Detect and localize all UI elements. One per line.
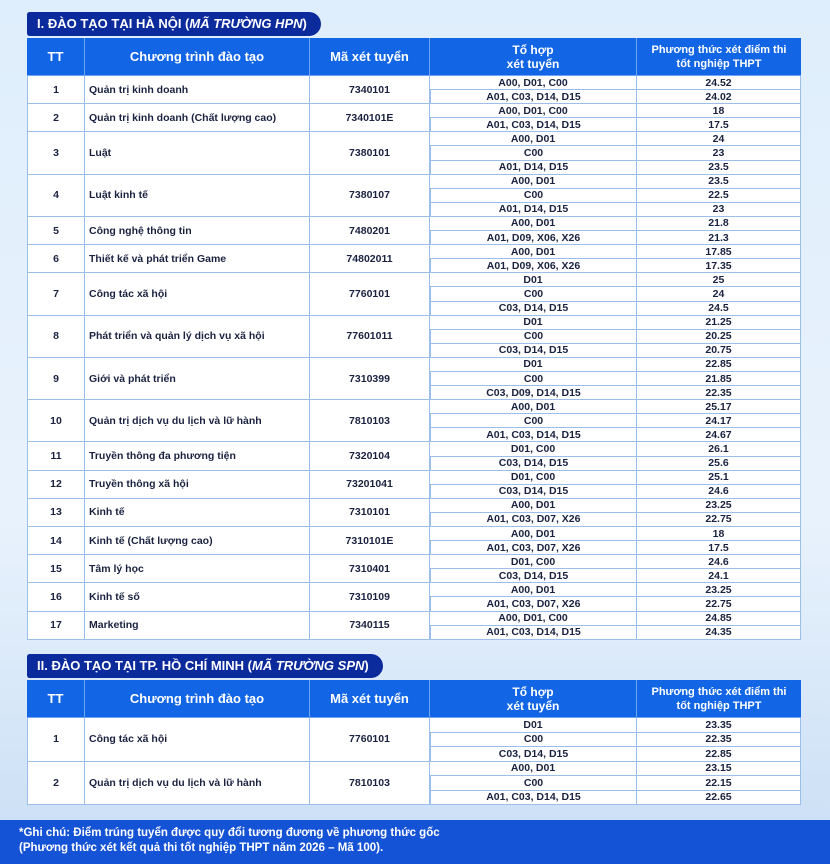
school-code: MÃ TRƯỜNG SPN: [251, 658, 365, 673]
admission-code: 7310401: [310, 555, 430, 583]
cutoff-score: 25: [637, 273, 801, 287]
subject-combination: A00, D01: [430, 245, 637, 259]
cutoff-score: 23.25: [637, 499, 801, 513]
table-row: [27, 555, 801, 569]
cutoff-score: 24.5: [637, 302, 801, 316]
program-name: Kinh tế (Chất lượng cao): [85, 527, 310, 555]
program-name: Công tác xã hội: [85, 273, 310, 315]
table-row: [27, 358, 801, 372]
cutoff-score: 25.1: [637, 471, 801, 485]
cutoff-score: 24: [637, 287, 801, 301]
cutoff-score: 17.35: [637, 259, 801, 273]
header-tt: TT: [27, 38, 85, 76]
subject-combination: C03, D14, D15: [430, 344, 637, 358]
cutoff-score: 23.15: [637, 762, 801, 777]
subject-combination: A01, D09, X06, X26: [430, 231, 637, 245]
subject-combination: C03, D14, D15: [430, 302, 637, 316]
program-name: Kinh tế: [85, 499, 310, 527]
cutoff-score: 24.6: [637, 485, 801, 499]
table-row: [27, 217, 801, 231]
cutoff-score: 23: [637, 146, 801, 160]
subject-combination: D01: [430, 358, 637, 372]
row-number: 17: [27, 612, 85, 640]
section-title-text: II. ĐÀO TẠO TẠI TP. HỒ CHÍ MINH (: [37, 658, 252, 673]
cutoff-score: 25.6: [637, 457, 801, 471]
subject-combination: A00, D01: [430, 175, 637, 189]
cutoff-score: 21.85: [637, 372, 801, 386]
cutoff-score: 22.15: [637, 776, 801, 791]
cutoff-score: 24.6: [637, 555, 801, 569]
admission-code: 7760101: [310, 718, 430, 762]
subject-combination: A01, D14, D15: [430, 203, 637, 217]
admission-code: 7310101E: [310, 527, 430, 555]
school-code: MÃ TRƯỜNG HPN: [189, 16, 303, 31]
subject-combination: C00: [430, 414, 637, 428]
admission-table-hanoi: [27, 38, 801, 640]
subject-combination: A01, D14, D15: [430, 161, 637, 175]
program-name: Quản trị dịch vụ du lịch và lữ hành: [85, 400, 310, 442]
cutoff-score: 23: [637, 203, 801, 217]
row-number: 4: [27, 175, 85, 217]
row-number: 2: [27, 104, 85, 132]
program-name: Thiết kế và phát triển Game: [85, 245, 310, 273]
program-name: Kinh tế số: [85, 583, 310, 611]
cutoff-score: 24.52: [637, 76, 801, 90]
section-title-text: I. ĐÀO TẠO TẠI HÀ NỘI (: [37, 16, 190, 31]
header-combo-line2: xét tuyển: [506, 698, 560, 713]
table-row: [27, 316, 801, 330]
subject-combination: A00, D01, C00: [430, 104, 637, 118]
subject-combination: D01: [430, 316, 637, 330]
subject-combination: C00: [430, 330, 637, 344]
cutoff-score: 26.1: [637, 442, 801, 456]
row-number: 12: [27, 471, 85, 499]
program-name: Truyền thông đa phương tiện: [85, 442, 310, 470]
section-title-hanoi: [27, 12, 321, 36]
table-row: [27, 718, 801, 733]
cutoff-score: 24: [637, 132, 801, 146]
subject-combination: C00: [430, 287, 637, 301]
cutoff-score: 24.02: [637, 90, 801, 104]
subject-combination: D01, C00: [430, 471, 637, 485]
cutoff-score: 22.65: [637, 791, 801, 806]
subject-combination: A01, C03, D07, X26: [430, 541, 637, 555]
cutoff-score: 18: [637, 104, 801, 118]
header-method-line1: Phương thức xét điểm thi: [651, 43, 787, 56]
subject-combination: D01, C00: [430, 555, 637, 569]
program-name: Quản trị dịch vụ du lịch và lữ hành: [85, 762, 310, 806]
row-number: 11: [27, 442, 85, 470]
cutoff-score: 21.3: [637, 231, 801, 245]
subject-combination: A01, D09, X06, X26: [430, 259, 637, 273]
cutoff-score: 22.75: [637, 597, 801, 611]
header-combo-line1: Tổ hợp: [512, 42, 554, 57]
subject-combination: A01, C03, D14, D15: [430, 118, 637, 132]
program-name: Tâm lý học: [85, 555, 310, 583]
section-title-hcm: [27, 654, 383, 678]
program-name: Phát triển và quản lý dịch vụ xã hội: [85, 316, 310, 358]
subject-combination: A00, D01, C00: [430, 76, 637, 90]
row-number: 5: [27, 217, 85, 245]
program-name: Quản trị kinh doanh: [85, 76, 310, 104]
row-number: 15: [27, 555, 85, 583]
header-method-line2: tốt nghiệp THPT: [676, 57, 762, 70]
admission-code: 7310109: [310, 583, 430, 611]
table-row: [27, 175, 801, 189]
section-title-close: ): [364, 658, 369, 673]
subject-combination: D01: [430, 718, 637, 733]
row-number: 14: [27, 527, 85, 555]
table-row: [27, 273, 801, 287]
header-program: Chương trình đào tạo: [85, 38, 310, 76]
table-row: [27, 527, 801, 541]
cutoff-score: 22.75: [637, 513, 801, 527]
admission-code: 73201041: [310, 471, 430, 499]
cutoff-score: 22.85: [637, 747, 801, 762]
admission-code: 7380101: [310, 132, 430, 174]
subject-combination: A00, D01, C00: [430, 612, 637, 626]
table-row: [27, 583, 801, 597]
header-method: [637, 680, 801, 718]
table-row: [27, 76, 801, 90]
subject-combination: A01, C03, D14, D15: [430, 791, 637, 806]
table-row: [27, 762, 801, 777]
cutoff-score: 23.5: [637, 175, 801, 189]
table-row: [27, 132, 801, 146]
program-name: Quản trị kinh doanh (Chất lượng cao): [85, 104, 310, 132]
cutoff-score: 20.25: [637, 330, 801, 344]
program-name: Luật kinh tế: [85, 175, 310, 217]
header-combo: [430, 680, 637, 718]
subject-combination: C00: [430, 146, 637, 160]
subject-combination: C03, D09, D14, D15: [430, 386, 637, 400]
admission-table-hcm: [27, 680, 801, 805]
subject-combination: C00: [430, 189, 637, 203]
row-number: 16: [27, 583, 85, 611]
table-row: [27, 104, 801, 118]
program-name: Giới và phát triển: [85, 358, 310, 400]
subject-combination: C03, D14, D15: [430, 569, 637, 583]
cutoff-score: 22.35: [637, 386, 801, 400]
table-row: [27, 400, 801, 414]
header-combo-line1: Tổ hợp: [512, 684, 554, 699]
cutoff-score: 20.75: [637, 344, 801, 358]
subject-combination: A00, D01: [430, 499, 637, 513]
subject-combination: A00, D01: [430, 527, 637, 541]
subject-combination: C00: [430, 733, 637, 748]
cutoff-score: 24.1: [637, 569, 801, 583]
cutoff-score: 17.5: [637, 118, 801, 132]
subject-combination: D01: [430, 273, 637, 287]
cutoff-score: 23.25: [637, 583, 801, 597]
header-program: Chương trình đào tạo: [85, 680, 310, 718]
row-number: 10: [27, 400, 85, 442]
section-title-close: ): [302, 16, 307, 31]
cutoff-score: 17.85: [637, 245, 801, 259]
cutoff-score: 17.5: [637, 541, 801, 555]
header-combo-line2: xét tuyển: [506, 56, 560, 71]
cutoff-score: 23.5: [637, 161, 801, 175]
admission-code: 7380107: [310, 175, 430, 217]
subject-combination: C00: [430, 776, 637, 791]
row-number: 1: [27, 718, 85, 762]
admission-code: 7310399: [310, 358, 430, 400]
subject-combination: A00, D01: [430, 217, 637, 231]
cutoff-score: 23.35: [637, 718, 801, 733]
admission-code: 7340101E: [310, 104, 430, 132]
subject-combination: A00, D01: [430, 762, 637, 777]
row-number: 8: [27, 316, 85, 358]
table-row: [27, 442, 801, 456]
cutoff-score: 21.25: [637, 316, 801, 330]
table-row: [27, 499, 801, 513]
subject-combination: A01, C03, D14, D15: [430, 90, 637, 104]
row-number: 7: [27, 273, 85, 315]
subject-combination: D01, C00: [430, 442, 637, 456]
header-method-line2: tốt nghiệp THPT: [676, 699, 762, 712]
row-number: 1: [27, 76, 85, 104]
subject-combination: A00, D01: [430, 400, 637, 414]
admission-code: 7760101: [310, 273, 430, 315]
header-combo: [430, 38, 637, 76]
cutoff-score: 24.67: [637, 428, 801, 442]
subject-combination: A00, D01: [430, 132, 637, 146]
program-name: Marketing: [85, 612, 310, 640]
footnote-line1: *Ghi chú: Điểm trúng tuyển được quy đổi tương đương về phương thức gốc: [19, 827, 440, 839]
cutoff-score: 22.35: [637, 733, 801, 748]
subject-combination: C03, D14, D15: [430, 485, 637, 499]
row-number: 9: [27, 358, 85, 400]
admission-code: 7340115: [310, 612, 430, 640]
header-method-line1: Phương thức xét điểm thi: [651, 685, 787, 698]
row-number: 2: [27, 762, 85, 806]
header-method: [637, 38, 801, 76]
row-number: 6: [27, 245, 85, 273]
subject-combination: A01, C03, D14, D15: [430, 428, 637, 442]
cutoff-score: 22.85: [637, 358, 801, 372]
subject-combination: A00, D01: [430, 583, 637, 597]
subject-combination: A01, C03, D07, X26: [430, 597, 637, 611]
cutoff-score: 18: [637, 527, 801, 541]
subject-combination: A01, C03, D07, X26: [430, 513, 637, 527]
program-name: Công nghệ thông tin: [85, 217, 310, 245]
admission-code: 7340101: [310, 76, 430, 104]
cutoff-score: 24.17: [637, 414, 801, 428]
cutoff-score: 25.17: [637, 400, 801, 414]
subject-combination: C03, D14, D15: [430, 747, 637, 762]
table-row: [27, 612, 801, 626]
admission-code: 7320104: [310, 442, 430, 470]
cutoff-score: 21.8: [637, 217, 801, 231]
cutoff-score: 24.35: [637, 626, 801, 640]
admission-code: 77601011: [310, 316, 430, 358]
admission-code: 7310101: [310, 499, 430, 527]
header-code: Mã xét tuyển: [310, 680, 430, 718]
table-row: [27, 471, 801, 485]
program-name: Luật: [85, 132, 310, 174]
row-number: 3: [27, 132, 85, 174]
footnote: [0, 820, 830, 864]
header-tt: TT: [27, 680, 85, 718]
cutoff-score: 24.85: [637, 612, 801, 626]
admission-code: 7810103: [310, 400, 430, 442]
program-name: Công tác xã hội: [85, 718, 310, 762]
admission-code: 7480201: [310, 217, 430, 245]
subject-combination: A01, C03, D14, D15: [430, 626, 637, 640]
header-code: Mã xét tuyển: [310, 38, 430, 76]
cutoff-score: 22.5: [637, 189, 801, 203]
row-number: 13: [27, 499, 85, 527]
subject-combination: C03, D14, D15: [430, 457, 637, 471]
table-row: [27, 245, 801, 259]
program-name: Truyền thông xã hội: [85, 471, 310, 499]
admission-code: 7810103: [310, 762, 430, 806]
subject-combination: C00: [430, 372, 637, 386]
admission-code: 74802011: [310, 245, 430, 273]
footnote-line2: (Phương thức xét kết quả thi tốt nghiệp THPT năm 2026 – Mã 100).: [19, 842, 384, 854]
